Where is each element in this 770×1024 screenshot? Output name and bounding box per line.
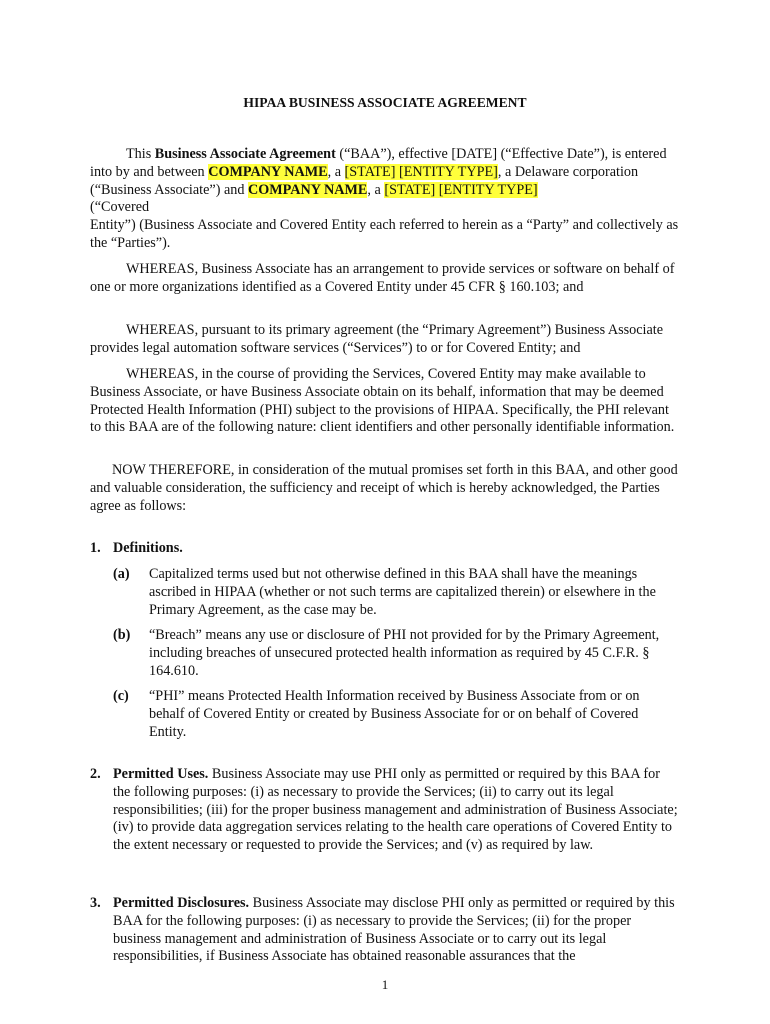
item-label: (a) (113, 566, 130, 582)
section-heading: Definitions. (113, 540, 183, 556)
item-label: (b) (113, 627, 131, 643)
whereas-paragraph-2: WHEREAS, pursuant to its primary agreement (the “Primary Agreement”) Business Associate provides legal automation software services (“Services”) to or for Covered Entity; and (90, 322, 664, 356)
section-text: Business Associate may disclose PHI only as permitted or required by this BAA for the following purposes: (i) as necessary to provide the Services; (ii) for the proper business management and administration of Business Associate or to carry out its legal responsibilities, if Business Associate has obtained reasonable assurances that the (113, 895, 675, 965)
section-heading: Permitted Disclosures. (113, 895, 250, 911)
section-definitions (90, 540, 680, 558)
now-therefore-paragraph: NOW THEREFORE, in consideration of the mutual promises set forth in this BAA, and other good and valuable consideration, the sufficiency and receipt of which is hereby acknowledged, the Parties agree as follows: (90, 462, 678, 514)
item-text: “PHI” means Protected Health Information received by Business Associate from or on behalf of Covered Entity or created by Business Associate for or on behalf of Covered Entity. (149, 688, 640, 740)
page-number: 1 (381, 977, 389, 992)
document-title: HIPAA BUSINESS ASSOCIATE AGREEMENT (243, 95, 527, 110)
section-permitted-disclosures (90, 895, 680, 966)
item-text: Capitalized terms used but not otherwise defined in this BAA shall have the meanings ascribed in HIPAA (whether or not such terms are capitalized therein) or elsewhere in the Primary Agreement, as the case may be. (149, 566, 656, 618)
section-number: 1. (90, 540, 101, 556)
baa-term: Business Associate Agreement (154, 146, 336, 162)
definition-item-c (113, 688, 673, 741)
whereas-paragraph-1: WHEREAS, Business Associate has an arrangement to provide services or software on behalf of one or more organizations identified as a Covered Entity under 45 CFR § 160.103; and (90, 261, 675, 295)
state-entity-2: [STATE] [ENTITY TYPE] (384, 181, 538, 198)
definition-item-a (113, 566, 673, 619)
intro-paragraph: This Business Associate Agreement (“BAA”), effective [DATE] (“Effective Date”), is entered into by and between COMPANY NAME, a [STATE] [ENTITY TYPE], a Delaware corporation (“Business Associate”) and COMPANY NAME, a [STATE] [ENTITY TYPE] (“Covered Entity”) (Business Associate and Covered Entity each referred to herein as a “Party” and collectively as the “Parties”). (90, 146, 679, 251)
section-permitted-uses (90, 766, 680, 855)
company-name-2: COMPANY NAME (248, 181, 368, 198)
section-number: 3. (90, 895, 101, 911)
company-name-1: COMPANY NAME (208, 163, 328, 180)
section-text: Business Associate may use PHI only as permitted or required by this BAA for the following purposes: (i) as necessary to provide the Services; (ii) to carry out its legal responsibilities; (iii) for the proper business management and administration of Business Associate; (iv) to provide data aggregation services relating to the health care operations of Covered Entity to the extent necessary or requested to provide the Services; and (v) as required by law. (113, 766, 678, 854)
definition-item-b (113, 627, 673, 680)
state-entity-1: [STATE] [ENTITY TYPE] (344, 163, 498, 180)
item-text: “Breach” means any use or disclosure of PHI not provided for by the Primary Agreement, including breaches of unsecured protected health information as required by 45 C.F.R. § 164.610. (149, 627, 660, 679)
item-label: (c) (113, 688, 129, 704)
section-number: 2. (90, 766, 101, 782)
section-heading: Permitted Uses. (113, 766, 209, 782)
whereas-paragraph-3: WHEREAS, in the course of providing the Services, Covered Entity may make available to Business Associate, or have Business Associate obtain on its behalf, information that may be deemed Protected Health Information (PHI) subject to the provisions of HIPAA. Specifically, the PHI relevant to this BAA are of the following nature: client identifiers and other personally identifiable information. (90, 366, 675, 436)
